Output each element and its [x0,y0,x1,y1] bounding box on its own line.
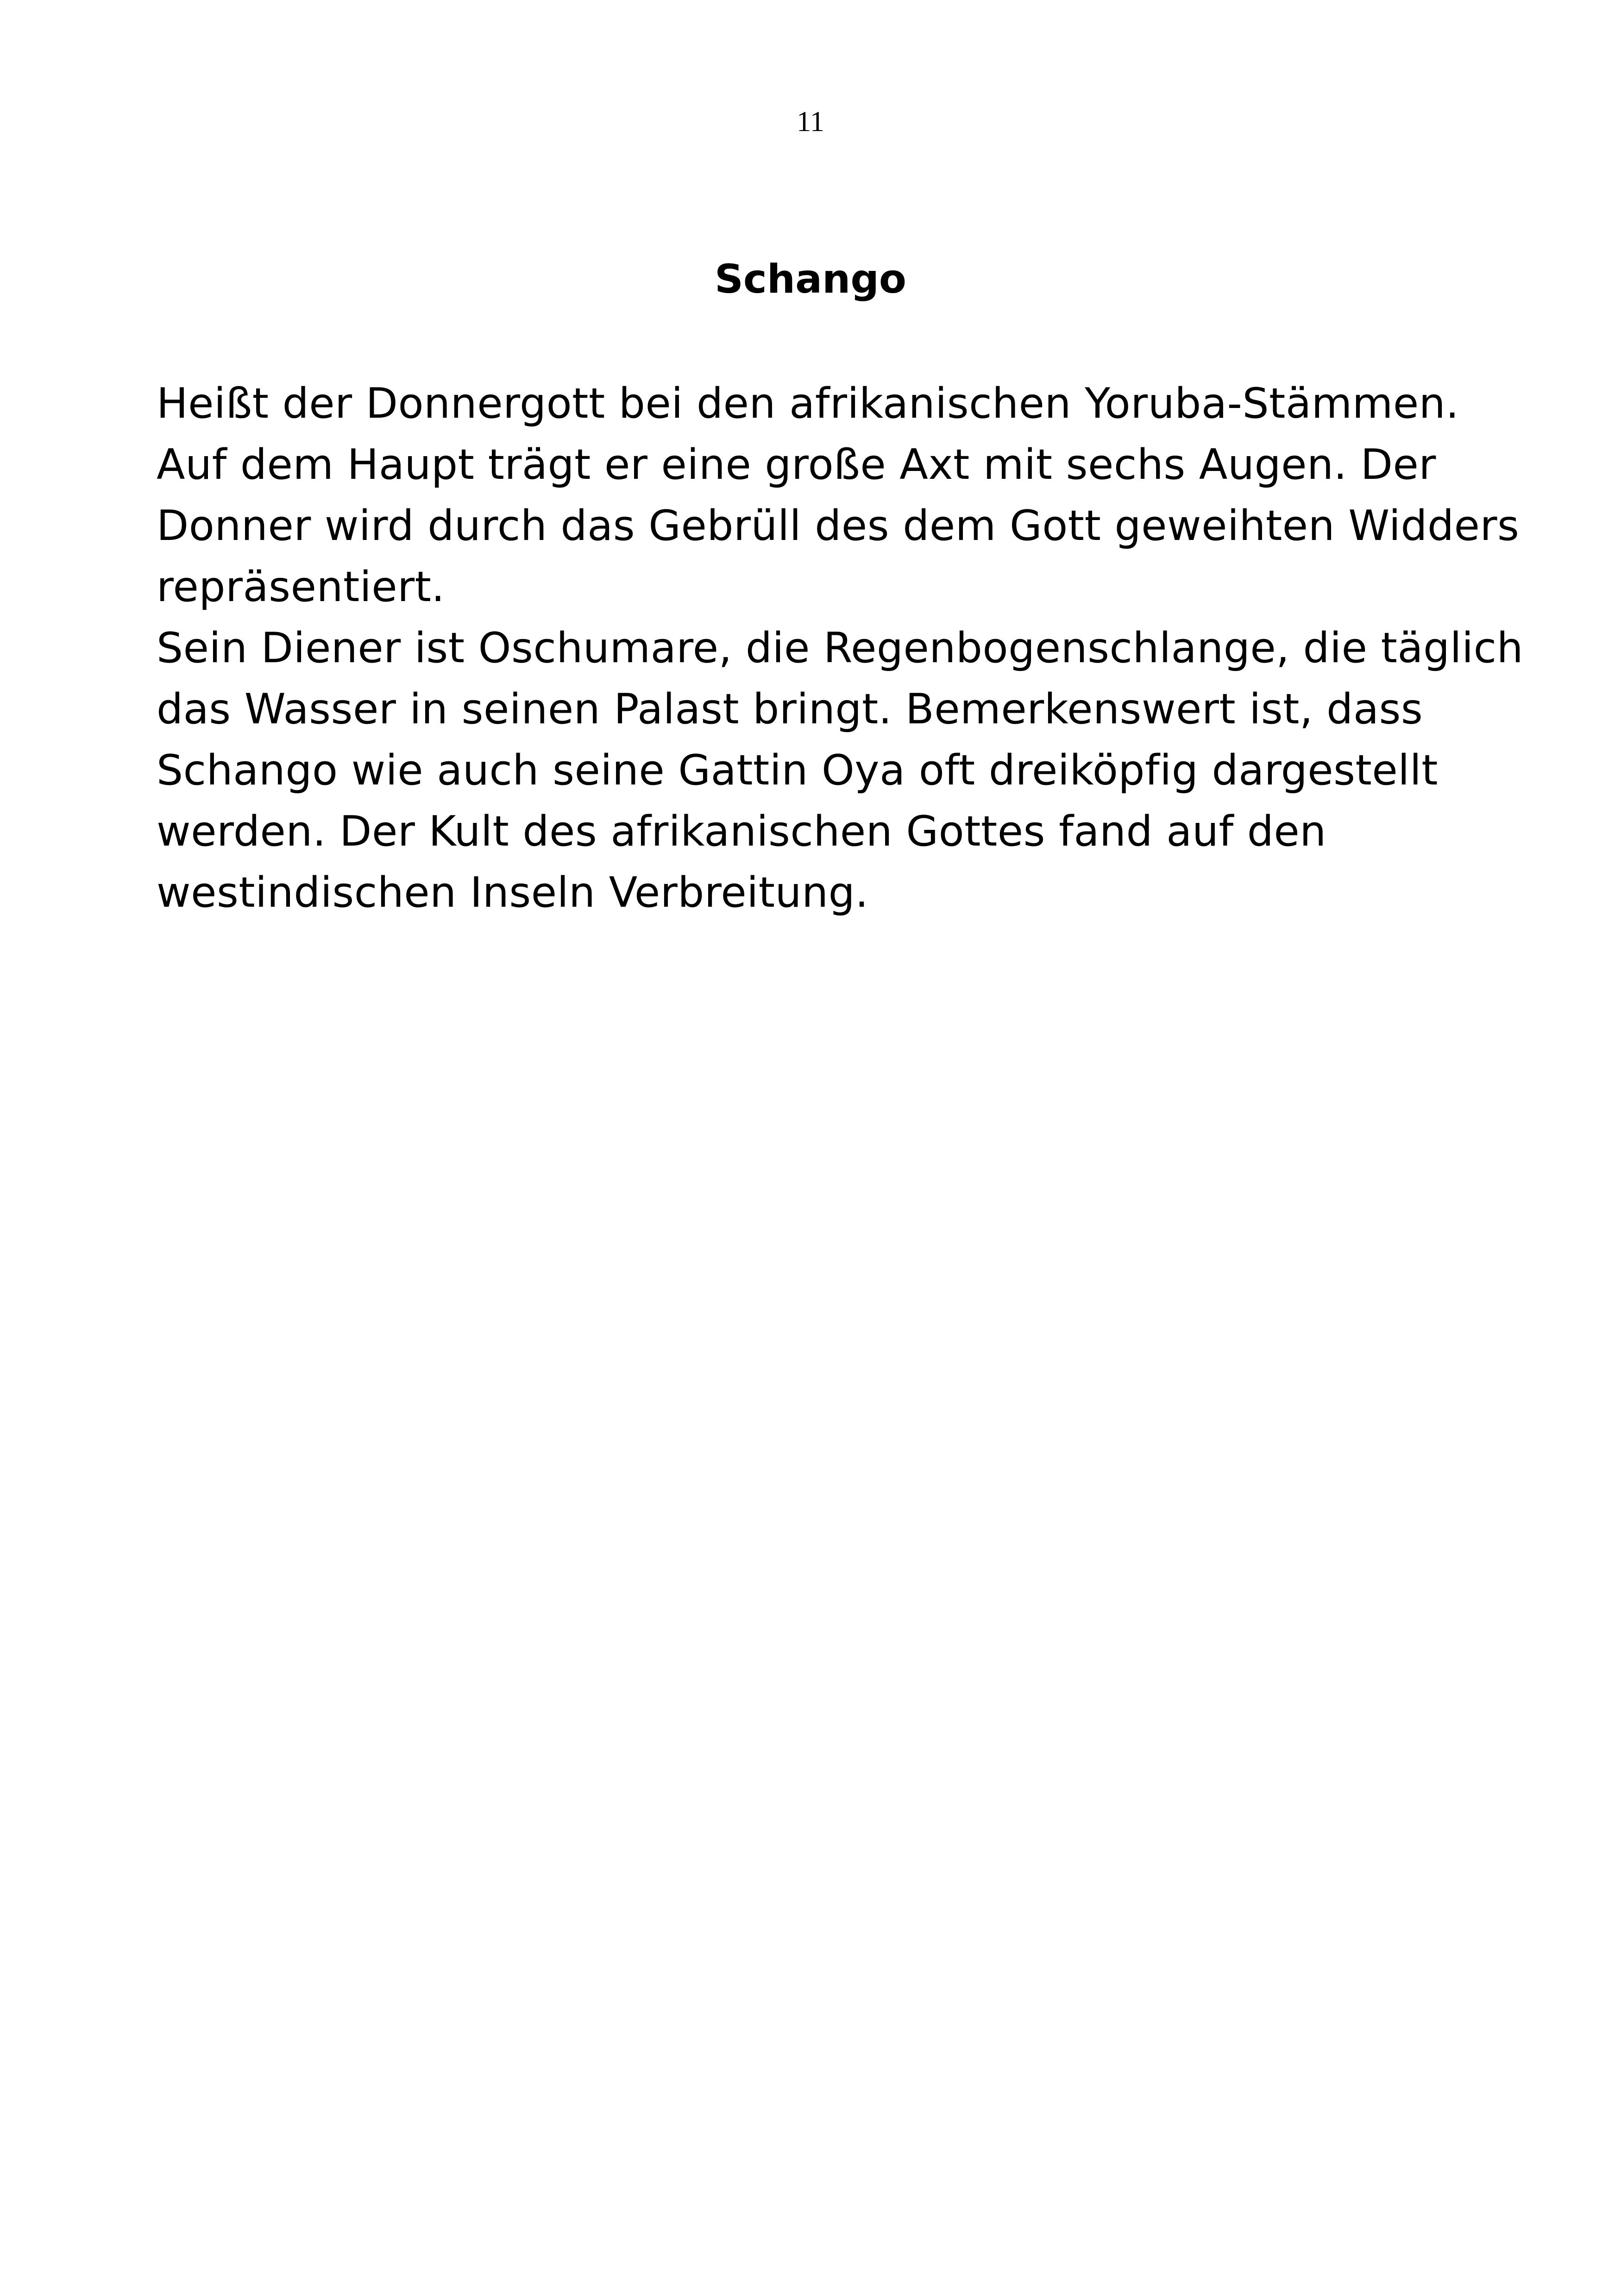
text-line: das Wasser in seinen Palast bringt. Bemerkenswert ist, dass [157,685,1423,734]
text-line: Sein Diener ist Oschumare, die Regenbogenschlange, die täglich [157,624,1524,672]
text-line: Heißt der Donnergott bei den afrikanischen Yoruba-Stämmen. [157,379,1459,428]
text-line: werden. Der Kult des afrikanischen Gottes fand auf den [157,807,1326,856]
text-line: Schango wie auch seine Gattin Oya oft dreiköpfig dargestellt [157,746,1439,795]
page-title: Schango [714,256,907,302]
text-line: repräsentiert. [157,563,445,611]
text-line: Donner wird durch das Gebrüll des dem Gott geweihten Widders [157,502,1520,550]
text-line: Auf dem Haupt trägt er eine große Axt mit sechs Augen. Der [157,440,1436,489]
text-line: westindischen Inseln Verbreitung. [157,868,869,917]
page-number: 11 [797,106,824,138]
body-text [157,373,1546,923]
